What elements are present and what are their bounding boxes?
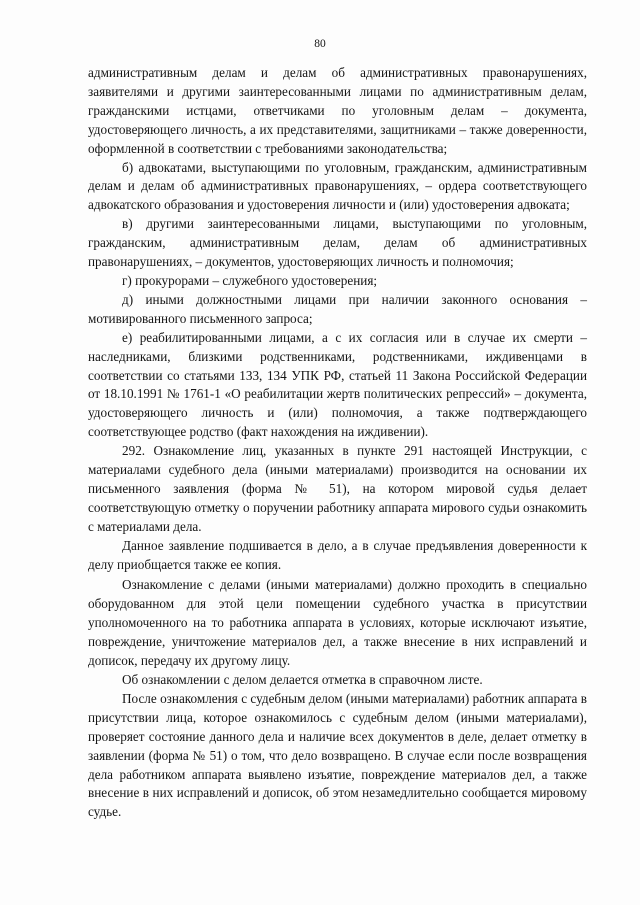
paragraph-clause-292: 292. Ознакомление лиц, указанных в пункте 291 настоящей Инструкции, с материалами судебного дела (иными материалами) производится на основании их письменного заявления (форма № 51), на котором мировой судья делает соответствующую отметку о поручении работнику аппарата мирового судьи ознакомить с материалами дела. (88, 443, 587, 534)
paragraph-item-v: в) другими заинтересованными лицами, выступающими по уголовным, гражданским, административным делам, делам об административных правонарушениях, – документов, удостоверяющих личность и полномочия; (88, 216, 587, 270)
paragraph-item-b: б) адвокатами, выступающими по уголовным, гражданским, административным делам и делам об административных правонарушениях, – ордера соответствующего адвокатского образования и удостоверения личности и (или) удостоверения адвоката; (88, 159, 587, 213)
paragraph-item-e: е) реабилитированными лицами, а с их согласия или в случае их смерти – наследниками, близкими родственниками, родственниками, иждивенцами в соответствии со статьями 133, 134 УПК РФ, статьей 11 Закона Российской Федерации от 18.10.1991 № 1761-1 «О реабилитации жертв политических репрессий» – документа, удостоверяющего личность и (или) полномочия, а также подтверждающего соответствующее родство (факт нахождения на иждивении). (88, 329, 587, 440)
paragraph-item-g: г) прокурорами – служебного удостоверения; (122, 272, 378, 288)
paragraph-item-d: д) иными должностными лицами при наличии законного основания – мотивированного письменного запроса; (88, 291, 587, 326)
document-body (88, 64, 587, 822)
paragraph-review-conditions: Ознакомление с делами (иными материалами) должно проходить в специально оборудованном для этой цели помещении судебного участка в присутствии уполномоченного на то работника аппарата в условиях, которые исключают изъятие, повреждение, уничтожение материалов дел, а также внесение в них исправлений и дописок, передачу их другому лицу. (88, 577, 587, 669)
paragraph-application: Данное заявление подшивается в дело, а в случае предъявления доверенности к делу приобщается также ее копия. (88, 537, 587, 572)
paragraph-continuation: административным делам и делам об административных правонарушениях, заявителями и другими заинтересованными лицами по административным делам, гражданскими истцами, ответчиками по уголовным делам – документа, удостоверяющего личность, а их представителями, защитниками – также доверенности, оформленной в соответствии с требованиями законодательства; (88, 65, 587, 156)
paragraph-reference-sheet: Об ознакомлении с делом делается отметка в справочном листе. (122, 672, 483, 687)
page-number: 80 (314, 38, 326, 50)
paragraph-after-review: После ознакомления с судебным делом (иными материалами) работник аппарата в присутствии лица, которое ознакомилось с судебным делом (иными материалами), проверяет состояние данного дела и наличие всех документов в деле, делает отметку в заявлении (форма № 51) о том, что дело возвращено. В случае если после возвращения дела работником аппарата выявлено изъятие, повреждение материалов дел, а также внесение в них исправлений и дописок, об этом незамедлительно сообщается мировому судье. (88, 690, 587, 820)
